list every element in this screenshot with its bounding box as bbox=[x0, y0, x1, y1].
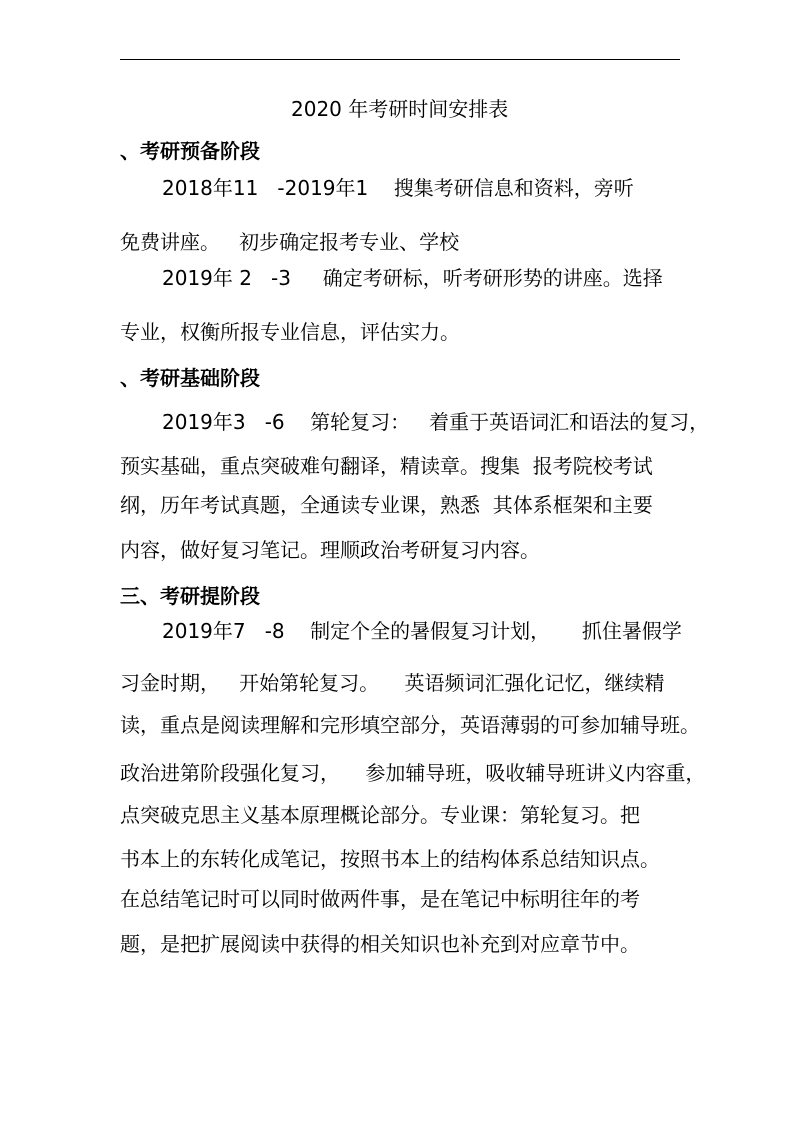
paragraph-line: 纲，历年考试真题，全通读专业课，熟悉 其体系框架和主要 bbox=[120, 493, 653, 517]
paragraph-line: 免费讲座。 初步确定报考专业、学校 bbox=[120, 230, 460, 254]
paragraph-line: 在总结笔记时可以同时做两件事，是在笔记中标明往年的考 bbox=[120, 887, 640, 911]
section-heading-preparation: 、考研预备阶段 bbox=[120, 139, 260, 163]
paragraph-line: 点突破克思主义基本原理概论部分。专业课：第轮复习。把 bbox=[120, 803, 640, 827]
section-heading-improvement: 三、考研提阶段 bbox=[120, 584, 260, 608]
paragraph-line: 2018年11 -2019年1 搜集考研信息和资料，旁听 bbox=[162, 176, 634, 200]
paragraph-line: 预实基础，重点突破难句翻译，精读章。搜集 报考院校考试 bbox=[120, 454, 653, 478]
paragraph-line: 书本上的东转化成笔记，按照书本上的结构体系总结知识点。 bbox=[120, 847, 660, 871]
paragraph-line: 题，是把扩展阅读中获得的相关知识也补充到对应章节中。 bbox=[120, 932, 640, 956]
header-rule bbox=[120, 59, 680, 60]
paragraph-line: 内容，做好复习笔记。理顺政治考研复习内容。 bbox=[120, 538, 540, 562]
paragraph-line: 政治进第阶段强化复习， 参加辅导班，吸收辅导班讲义内容重， bbox=[120, 761, 706, 785]
paragraph-line: 习金时期， 开始第轮复习。 英语频词汇强化记忆，继续精 bbox=[120, 671, 665, 695]
paragraph-line: 专业，权衡所报专业信息，评估实力。 bbox=[120, 320, 460, 344]
page-title: 2020 年考研时间安排表 bbox=[291, 97, 509, 121]
paragraph-line: 2019年3 -6 第轮复习： 着重于英语词汇和语法的复习， bbox=[162, 410, 710, 434]
paragraph-line: 2019年 2 -3 确定考研标，听考研形势的讲座。选择 bbox=[162, 266, 663, 290]
paragraph-line: 读，重点是阅读理解和完形填空部分，英语薄弱的可参加辅导班。 bbox=[120, 713, 700, 737]
section-heading-foundation: 、考研基础阶段 bbox=[120, 366, 260, 390]
paragraph-line: 2019年7 -8 制定个全的暑假复习计划， 抓住暑假学 bbox=[162, 619, 682, 643]
